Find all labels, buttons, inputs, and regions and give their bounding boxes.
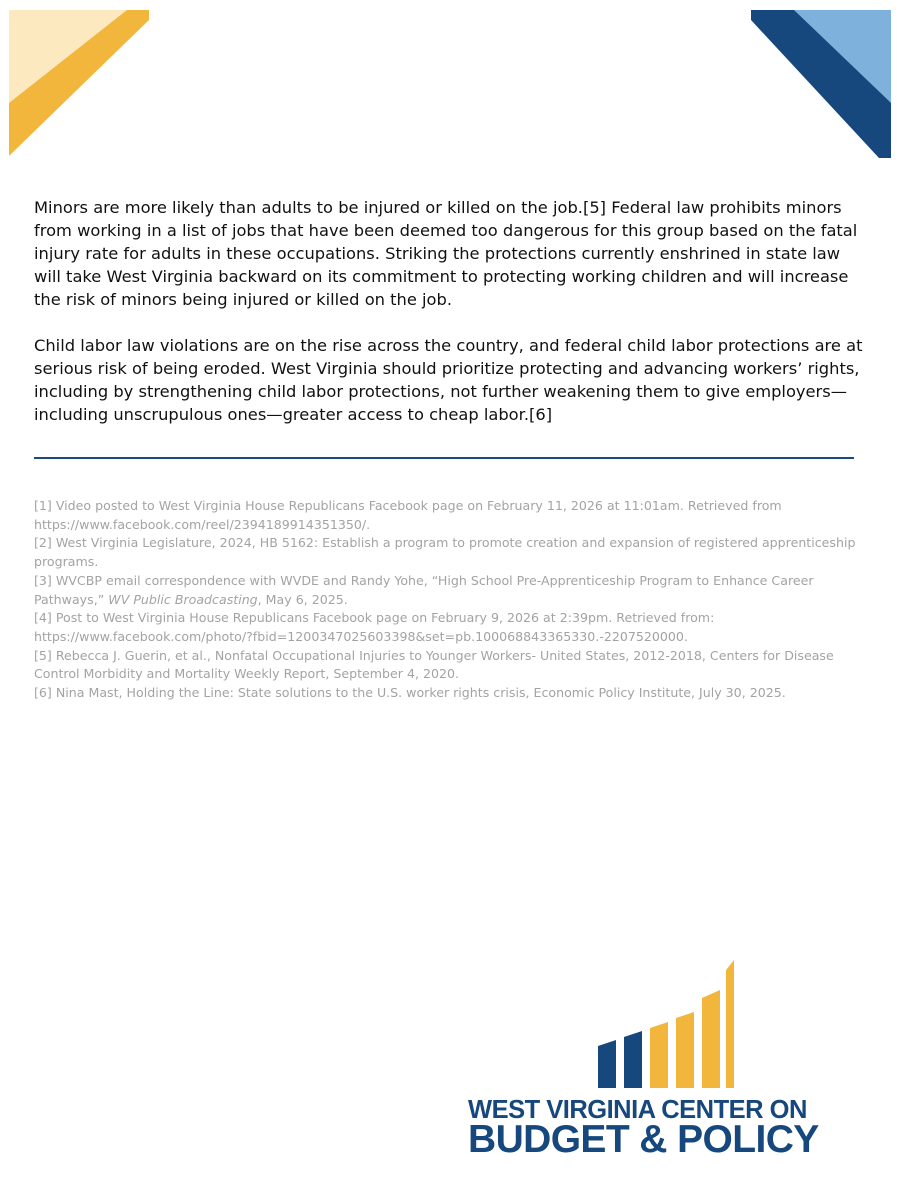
footnote-link[interactable]: https://www.facebook.com/reel/2394189914351350/. xyxy=(34,516,371,532)
body-text xyxy=(34,196,864,449)
footnote-6 xyxy=(34,684,879,703)
footnote-3 xyxy=(34,572,879,609)
wvcbp-logo xyxy=(468,958,878,1163)
footnotes xyxy=(34,497,879,703)
footnote-publication: WV Public Broadcasting xyxy=(108,591,258,607)
footnote-5 xyxy=(34,647,879,684)
paragraph: Minors are more likely than adults to be injured or killed on the job.[5] Federal law prohibits minors from working in a list of jobs that have been deemed too dangerous for this group based on the fatal injury rate for adults in these occupations. Striking the protections currently enshrined in state law will take West Virginia backward on its commitment to protecting working children and will increase the risk of minors being injured or killed on the job. xyxy=(34,198,858,309)
footnote-text: [4] Post to West Virginia House Republicans Facebook page on February 9, 2026 at 2:39pm. Retrieved from: xyxy=(34,610,715,626)
footnote-link[interactable]: https://www.facebook.com/photo/?fbid=1200347025603398&set=pb.100068843365330.-2207520000. xyxy=(34,628,688,644)
logo-text-line1: WEST VIRGINIA CENTER ON xyxy=(468,1096,807,1124)
footnote-text: [6] Nina Mast, Holding the Line: State solutions to the U.S. worker rights crisis, Economic Policy Institute, July 30, 2025. xyxy=(34,685,786,701)
footnote-text: , May 6, 2025. xyxy=(257,591,348,607)
footnote-text: [1] Video posted to West Virginia House Republicans Facebook page on February 11, 2026 at 11:01am. Retrieved from xyxy=(34,498,782,513)
corner-decoration-right xyxy=(751,10,891,158)
logo-bars-icon xyxy=(598,958,738,1090)
footnote-text: [2] West Virginia Legislature, 2024, HB 5162: Establish a program to promote creation and expansion of registered apprenticeship programs. xyxy=(34,535,856,570)
paragraph: Child labor law violations are on the rise across the country, and federal child labor protections are at serious risk of being eroded. West Virginia should prioritize protecting and advancing workers’ rights, including by strengthening child labor protections, not further weakening them to give employers—including unscrupulous ones—greater access to cheap labor.[6] xyxy=(34,336,863,424)
divider xyxy=(34,457,854,459)
corner-decoration-left xyxy=(9,10,149,158)
footnote-1 xyxy=(34,497,879,534)
footnote-text: [5] Rebecca J. Guerin, et al., Nonfatal Occupational Injuries to Younger Workers- United States, 2012-2018, Centers for Disease Control Morbidity and Mortality Weekly Report, September 4, 2020. xyxy=(34,647,834,682)
footnote-4 xyxy=(34,609,879,646)
logo-text-line2: BUDGET & POLICY xyxy=(468,1118,819,1161)
footnote-text: [3] WVCBP email correspondence with WVDE and Randy Yohe, “High School Pre-Apprenticeship Program to Enhance Career Pathways,” xyxy=(34,572,814,607)
footnote-2 xyxy=(34,534,879,571)
